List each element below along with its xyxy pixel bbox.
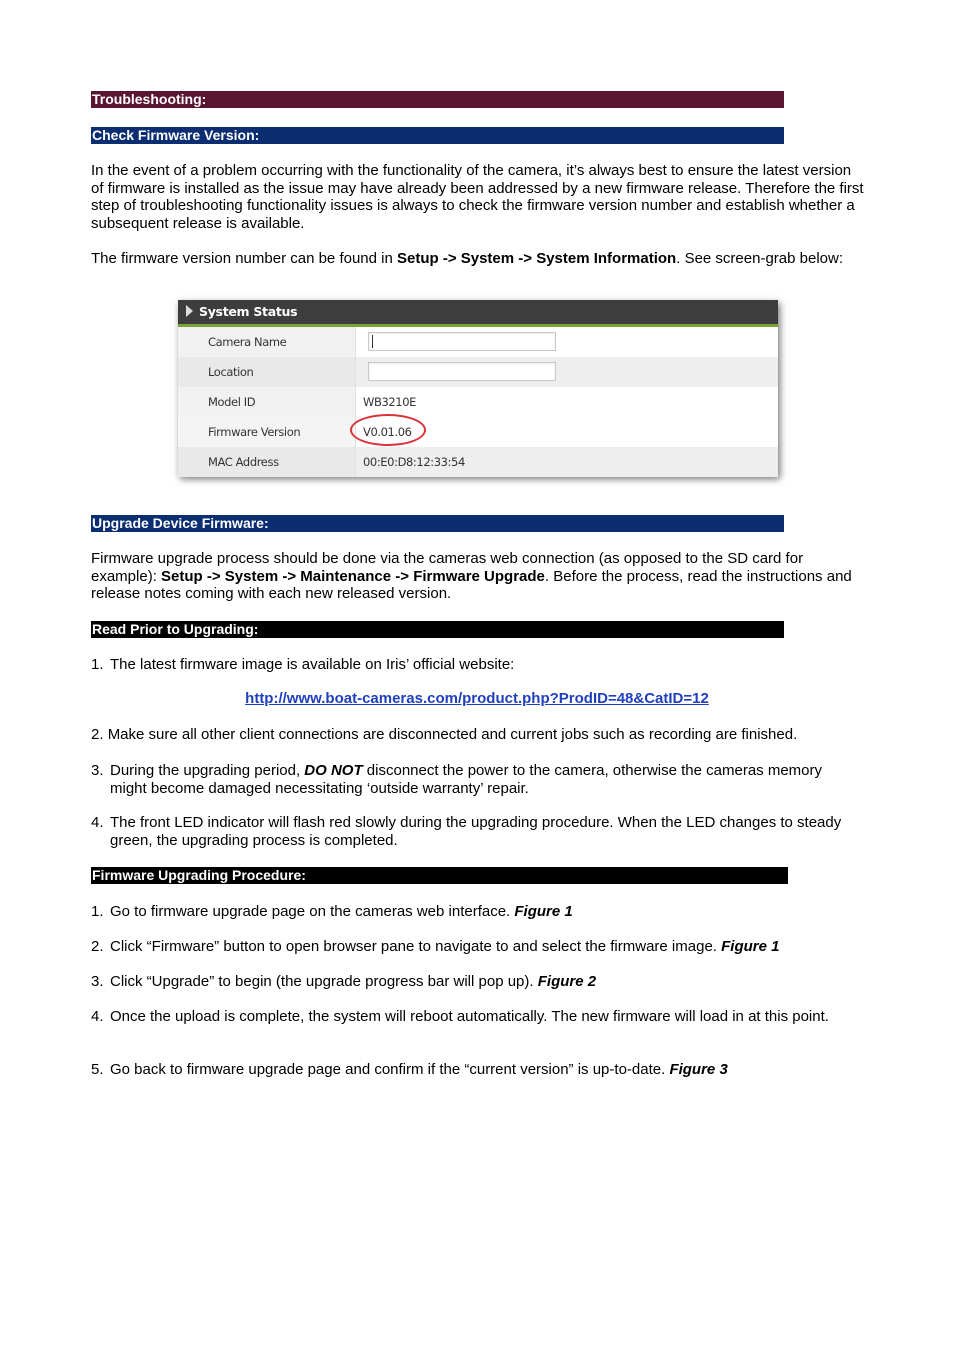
row-firmware-version	[178, 417, 778, 447]
para-text: . Before the process, read the instructions and release notes coming with each new released version.	[91, 567, 852, 603]
row-label: Location	[178, 357, 356, 387]
firmware-version-value: V0.01.06	[363, 425, 412, 439]
list-number: 1.	[91, 903, 104, 920]
list-text	[91, 903, 861, 921]
procedure-item	[91, 1008, 861, 1026]
heading-check-firmware: Check Firmware Version:	[91, 127, 784, 144]
row-label: Model ID	[178, 387, 356, 417]
list-text: Make sure all other client connections are disconnected and current jobs such as recording are finished.	[107, 726, 798, 743]
list-number: 5.	[91, 1061, 104, 1078]
text-part: Go back to firmware upgrade page and confirm if the “current version” is up-to-date.	[110, 1061, 670, 1078]
list-number: 1.	[91, 656, 104, 673]
procedure-item	[91, 1061, 861, 1079]
list-item	[91, 814, 861, 849]
figure-reference: Figure 1	[721, 938, 780, 955]
heading-procedure: Firmware Upgrading Procedure:	[91, 867, 788, 884]
text-part: Click “Upgrade” to begin (the upgrade progress bar will pop up).	[110, 973, 538, 990]
list-item	[91, 726, 861, 744]
list-item	[91, 762, 861, 797]
procedure-item	[91, 903, 861, 921]
list-text: The front LED indicator will flash red slowly during the upgrading procedure. When the LED changes to steady green, the upgrading process is completed.	[110, 814, 842, 849]
figure-reference: Figure 3	[669, 1061, 728, 1078]
location-input[interactable]	[368, 362, 556, 381]
menu-path: Setup -> System -> System Information	[396, 250, 677, 267]
procedure-item	[91, 938, 861, 956]
model-id-value: WB3210E	[363, 395, 416, 409]
heading-upgrade-firmware: Upgrade Device Firmware:	[91, 515, 784, 532]
row-label: Firmware Version	[178, 417, 356, 447]
system-status-title: System Status	[199, 304, 298, 319]
list-text	[91, 938, 861, 956]
text-part: disconnect the power to the camera, otherwise the cameras memory might become damaged necessitating ‘outside warranty’ repair.	[110, 762, 823, 797]
system-status-screenshot	[178, 300, 778, 476]
highlight-circle	[350, 414, 426, 446]
upgrade-paragraph	[91, 550, 866, 603]
procedure-item	[91, 973, 861, 991]
row-label: MAC Address	[178, 447, 356, 477]
para-text: The firmware version number can be found in	[91, 250, 397, 267]
camera-name-input[interactable]	[368, 332, 556, 351]
list-number: 2.	[91, 938, 104, 955]
firmware-download-link[interactable]: http://www.boat-cameras.com/product.php?ProdID=48&CatID=12	[245, 690, 709, 707]
list-text	[91, 973, 861, 991]
list-number: 4.	[91, 814, 104, 831]
list-number: 3.	[91, 762, 104, 779]
row-mac-address	[178, 447, 778, 477]
menu-path: Setup -> System -> Maintenance -> Firmware Upgrade	[161, 567, 545, 585]
figure-reference: Figure 2	[537, 973, 597, 990]
list-text: Once the upload is complete, the system will reboot automatically. The new firmware will load in at this point.	[110, 1008, 829, 1025]
list-number: 2.	[91, 726, 104, 743]
heading-troubleshooting: Troubleshooting:	[91, 91, 784, 108]
list-number: 4.	[91, 1008, 104, 1025]
system-status-header	[178, 300, 778, 327]
check-firmware-paragraph: In the event of a problem occurring with the functionality of the camera, it’s always best to ensure the latest version of firmware is installed as the issue may have already been addressed by a new firmware release. Therefore the first step of troubleshooting functionality issues is always to check the firmware version number and establish whether a subsequent release is available.	[91, 162, 864, 232]
list-number: 3.	[91, 973, 104, 990]
text-part: Click “Firmware” button to open browser pane to navigate to and select the firmware image.	[110, 938, 722, 955]
list-text: The latest firmware image is available on Iris’ official website:	[110, 656, 515, 673]
expand-triangle-icon	[186, 305, 193, 317]
list-item	[91, 656, 861, 674]
row-label: Camera Name	[178, 327, 356, 357]
figure-reference: Figure 1	[514, 903, 573, 920]
para-text: Firmware upgrade process should be done via the cameras web connection (as opposed to the SD card for example):	[91, 550, 804, 585]
row-location	[178, 357, 778, 387]
list-text	[91, 762, 861, 797]
para-text: . See screen-grab below:	[676, 250, 843, 267]
row-camera-name	[178, 327, 778, 357]
warning-emphasis: DO NOT	[304, 762, 363, 779]
list-text	[91, 1061, 861, 1079]
row-model-id	[178, 387, 778, 417]
text-caret	[372, 335, 373, 348]
text-part: Go to firmware upgrade page on the cameras web interface.	[110, 903, 515, 920]
text-part: During the upgrading period,	[110, 762, 305, 779]
heading-read-prior: Read Prior to Upgrading:	[91, 621, 784, 638]
firmware-location-paragraph	[91, 250, 866, 268]
mac-address-value: 00:E0:D8:12:33:54	[363, 455, 465, 469]
